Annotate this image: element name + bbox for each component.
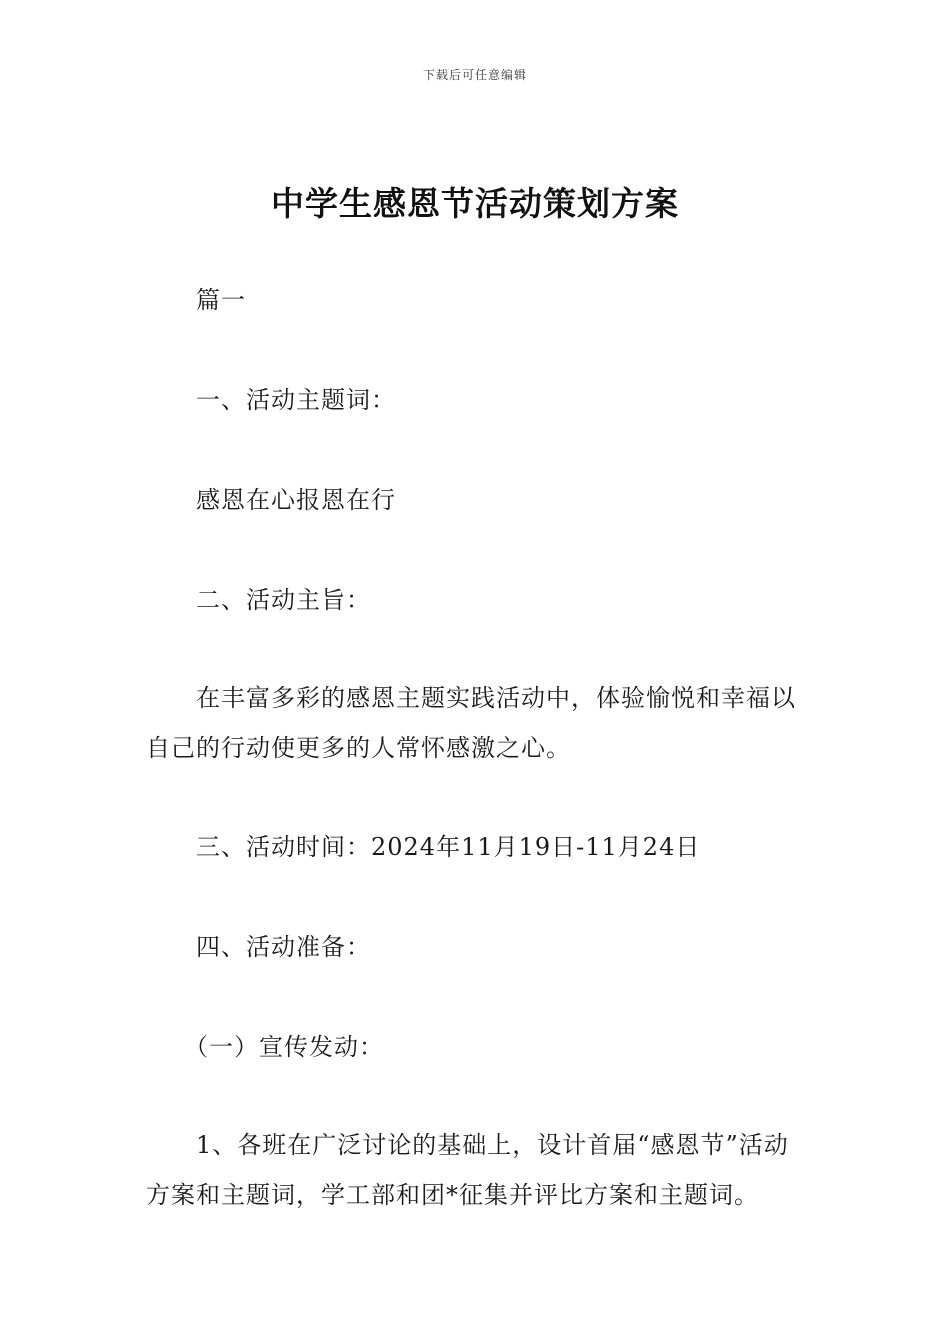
section-label: 篇一 <box>196 286 246 314</box>
heading-time: 三、活动时间：2024年11月19日-11月24日 <box>196 833 701 861</box>
purpose-text: 在丰富多彩的感恩主题实践活动中，体验愉悦和幸福以自己的行动使更多的人常怀感激之心。 <box>146 684 796 762</box>
heading-theme: 一、活动主题词： <box>196 386 396 414</box>
page-header-note: 下载后可任意编辑 <box>422 68 527 82</box>
theme-text: 感恩在心报恩在行 <box>196 486 396 514</box>
heading-purpose: 二、活动主旨： <box>196 586 371 614</box>
document-title: 中学生感恩节活动策划方案 <box>271 184 679 223</box>
heading-preparation: 四、活动准备： <box>196 933 371 961</box>
subheading-publicity: （一）宣传发动： <box>184 1033 384 1061</box>
publicity-item-1: 1、各班在广泛讨论的基础上，设计首届“感恩节”活动方案和主题词，学工部和团*征集并评比方案和主题词。 <box>146 1131 789 1209</box>
